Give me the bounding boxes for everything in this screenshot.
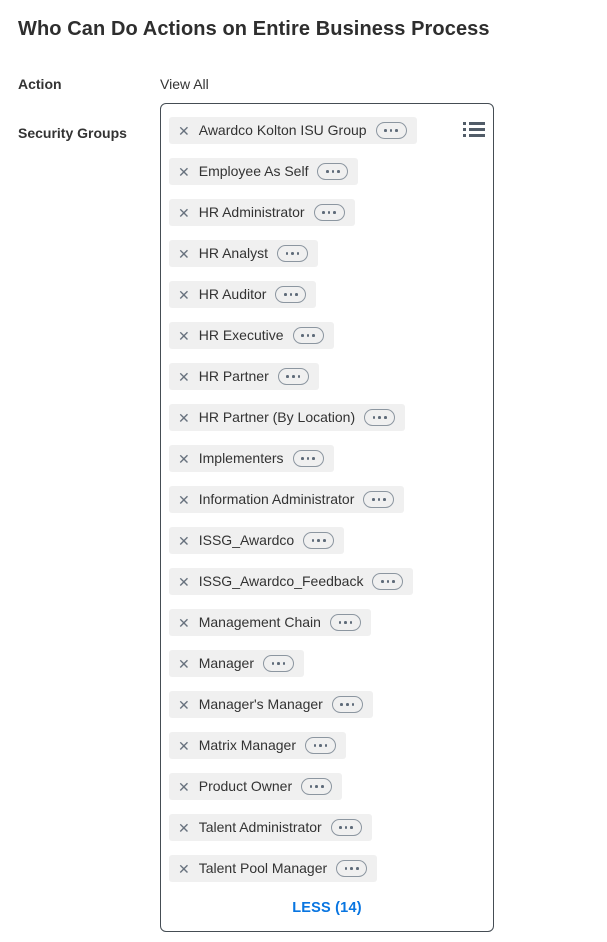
security-group-pill: [169, 322, 334, 349]
security-group-pill: [169, 363, 319, 390]
related-actions-icon[interactable]: [305, 737, 336, 754]
action-label: Action: [18, 76, 62, 92]
security-group-pill: [169, 527, 344, 554]
security-group-pill: [169, 773, 342, 800]
remove-icon[interactable]: ✕: [178, 163, 190, 180]
related-actions-icon[interactable]: [317, 163, 348, 180]
less-row: [169, 899, 485, 919]
remove-icon[interactable]: ✕: [178, 409, 190, 426]
security-group-pill: [169, 281, 316, 308]
related-actions-icon[interactable]: [330, 614, 361, 631]
security-group-name: Talent Pool Manager: [198, 860, 328, 876]
related-actions-icon[interactable]: [372, 573, 403, 590]
security-group-name: Implementers: [198, 450, 284, 466]
remove-icon[interactable]: ✕: [178, 245, 190, 262]
related-actions-icon[interactable]: [332, 696, 363, 713]
security-group-name: Awardco Kolton ISU Group: [198, 122, 367, 138]
security-group-name: Information Administrator: [198, 491, 355, 507]
remove-icon[interactable]: ✕: [178, 819, 190, 836]
less-link[interactable]: LESS (14): [292, 900, 362, 916]
security-group-name: HR Partner (By Location): [198, 409, 356, 425]
related-actions-icon[interactable]: [301, 778, 332, 795]
security-group-name: HR Analyst: [198, 245, 268, 261]
related-actions-icon[interactable]: [263, 655, 294, 672]
security-group-name: Manager: [198, 655, 254, 671]
remove-icon[interactable]: ✕: [178, 286, 190, 303]
remove-icon[interactable]: ✕: [178, 532, 190, 549]
remove-icon[interactable]: ✕: [178, 696, 190, 713]
security-group-pill: [169, 691, 373, 718]
remove-icon[interactable]: ✕: [178, 450, 190, 467]
security-group-name: Talent Administrator: [198, 819, 322, 835]
remove-icon[interactable]: ✕: [178, 860, 190, 877]
security-group-pill: [169, 486, 404, 513]
list-view-icon[interactable]: [462, 121, 486, 139]
security-group-name: HR Administrator: [198, 204, 305, 220]
security-group-name: HR Executive: [198, 327, 284, 343]
security-group-pill: [169, 855, 377, 882]
page-title: Who Can Do Actions on Entire Business Process: [18, 18, 490, 40]
security-group-name: ISSG_Awardco_Feedback: [198, 573, 364, 589]
remove-icon[interactable]: ✕: [178, 778, 190, 795]
remove-icon[interactable]: ✕: [178, 122, 190, 139]
security-group-pill: [169, 609, 371, 636]
remove-icon[interactable]: ✕: [178, 327, 190, 344]
security-group-name: Product Owner: [198, 778, 293, 794]
security-group-pill: [169, 117, 417, 144]
security-group-pill: [169, 240, 318, 267]
related-actions-icon[interactable]: [293, 327, 324, 344]
security-group-pill: [169, 732, 346, 759]
action-value: View All: [160, 76, 209, 92]
security-groups-multiselect[interactable]: [160, 103, 494, 932]
security-group-name: HR Partner: [198, 368, 269, 384]
security-group-pill: [169, 199, 355, 226]
remove-icon[interactable]: ✕: [178, 614, 190, 631]
security-group-pill: [169, 404, 405, 431]
security-group-pill: [169, 814, 372, 841]
security-groups-pill-list: [169, 117, 485, 882]
security-group-pill: [169, 445, 334, 472]
security-groups-label: Security Groups: [18, 125, 127, 141]
security-group-name: Manager's Manager: [198, 696, 323, 712]
security-groups-field-row: [18, 103, 607, 932]
security-group-pill: [169, 650, 304, 677]
remove-icon[interactable]: ✕: [178, 204, 190, 221]
related-actions-icon[interactable]: [364, 409, 395, 426]
related-actions-icon[interactable]: [293, 450, 324, 467]
related-actions-icon[interactable]: [376, 122, 407, 139]
related-actions-icon[interactable]: [303, 532, 334, 549]
security-group-pill: [169, 158, 358, 185]
related-actions-icon[interactable]: [275, 286, 306, 303]
remove-icon[interactable]: ✕: [178, 655, 190, 672]
related-actions-icon[interactable]: [336, 860, 367, 877]
remove-icon[interactable]: ✕: [178, 491, 190, 508]
related-actions-icon[interactable]: [314, 204, 345, 221]
remove-icon[interactable]: ✕: [178, 368, 190, 385]
security-group-name: Management Chain: [198, 614, 321, 630]
related-actions-icon[interactable]: [277, 245, 308, 262]
security-group-name: ISSG_Awardco: [198, 532, 295, 548]
remove-icon[interactable]: ✕: [178, 573, 190, 590]
related-actions-icon[interactable]: [363, 491, 394, 508]
related-actions-icon[interactable]: [331, 819, 362, 836]
security-group-name: Matrix Manager: [198, 737, 296, 753]
security-group-name: Employee As Self: [198, 163, 309, 179]
security-group-pill: [169, 568, 413, 595]
related-actions-icon[interactable]: [278, 368, 309, 385]
remove-icon[interactable]: ✕: [178, 737, 190, 754]
security-group-name: HR Auditor: [198, 286, 267, 302]
action-field-row: [18, 75, 607, 93]
